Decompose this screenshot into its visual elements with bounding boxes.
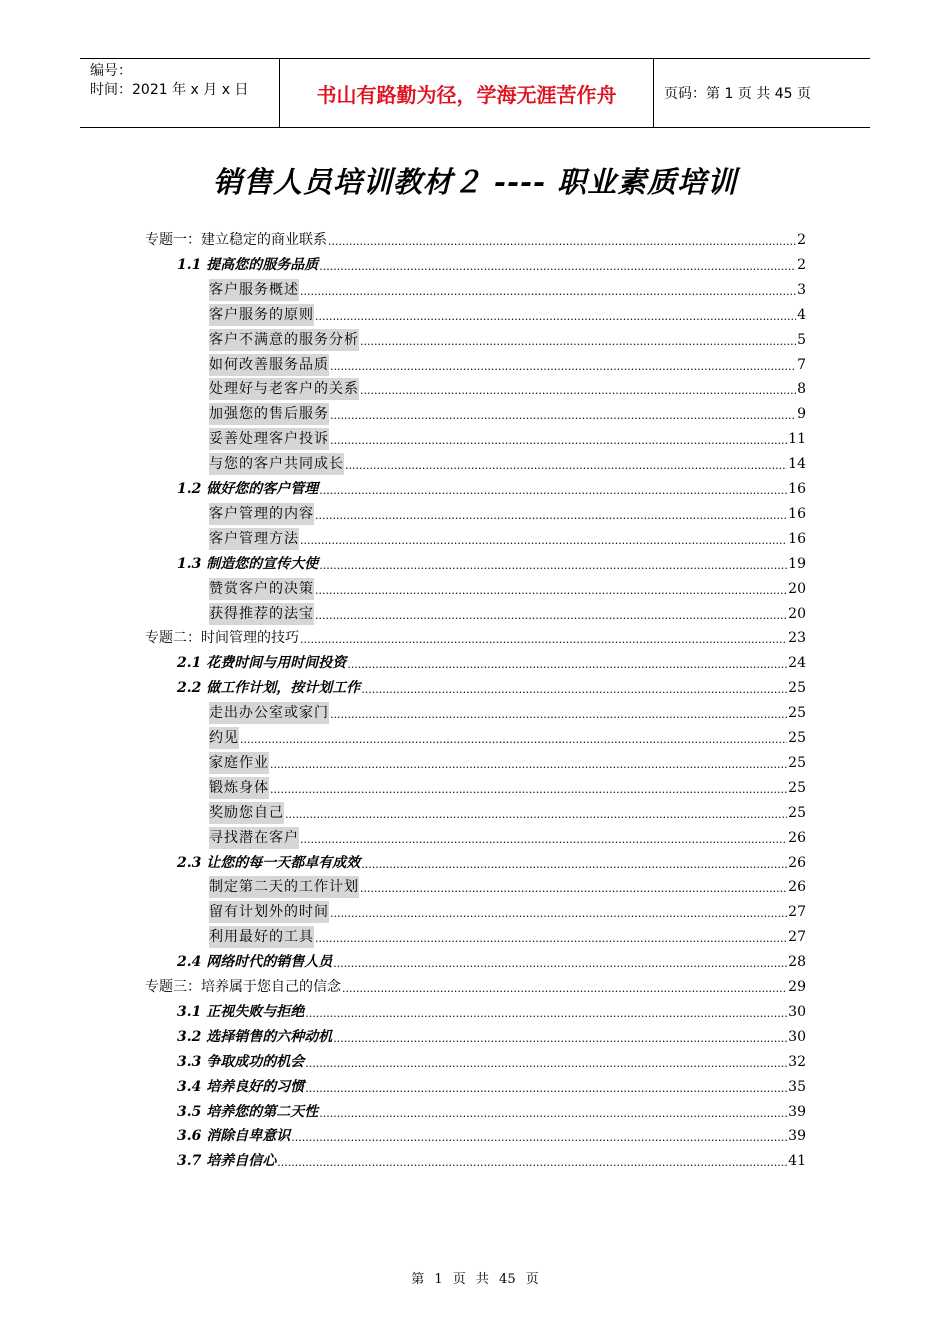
toc-entry-label: 奖励您自己 xyxy=(209,802,284,824)
toc-entry-page: 25 xyxy=(788,754,806,771)
toc-entry-label: 3.5 培养您的第二天性 xyxy=(177,1103,319,1120)
toc-leader-dots xyxy=(361,681,787,699)
toc-entry-label: 家庭作业 xyxy=(209,752,269,774)
toc-leader-dots xyxy=(300,283,796,301)
toc-leader-dots xyxy=(360,382,796,400)
toc-entry-page: 27 xyxy=(788,929,806,946)
toc-entry-page: 25 xyxy=(788,779,806,796)
toc-entry-page: 20 xyxy=(788,580,806,597)
toc-entry-label: 寻找潜在客户 xyxy=(209,827,299,849)
toc-entry-page: 20 xyxy=(788,605,806,622)
toc-entry-page: 26 xyxy=(788,829,806,846)
toc-leader-dots xyxy=(285,806,787,824)
toc-entry[interactable] xyxy=(209,802,806,824)
toc-entry[interactable] xyxy=(209,428,806,450)
toc-entry-label: 制定第二天的工作计划 xyxy=(209,876,359,898)
toc-entry-page: 35 xyxy=(788,1078,806,1095)
toc-leader-dots xyxy=(270,781,787,799)
toc-entry-label: 3.1 正视失败与拒绝 xyxy=(177,1003,305,1020)
toc-leader-dots xyxy=(305,1080,787,1098)
toc-entry-page: 32 xyxy=(788,1053,806,1070)
toc-entry-page: 11 xyxy=(788,431,806,448)
toc-entry-label: 客户管理的内容 xyxy=(209,503,314,525)
toc-entry[interactable] xyxy=(177,677,806,699)
toc-entry-page: 28 xyxy=(788,954,806,971)
toc-entry-label: 妥善处理客户投诉 xyxy=(209,428,329,450)
toc-entry[interactable] xyxy=(209,876,806,898)
toc-entry-label: 利用最好的工具 xyxy=(209,926,314,948)
header-meta xyxy=(80,59,280,127)
toc-entry[interactable] xyxy=(177,1150,806,1172)
toc-entry-page: 39 xyxy=(788,1103,806,1120)
toc-entry[interactable] xyxy=(209,702,806,724)
toc-entry[interactable] xyxy=(145,976,806,998)
toc-entry[interactable] xyxy=(177,254,806,276)
toc-entry-page: 2 xyxy=(797,256,806,273)
toc-entry-label: 3.6 消除自卑意识 xyxy=(177,1128,291,1145)
toc-entry-page: 3 xyxy=(797,281,806,298)
toc-leader-dots xyxy=(315,930,787,948)
toc-entry-label: 锻炼身体 xyxy=(209,777,269,799)
toc-entry[interactable] xyxy=(209,752,806,774)
toc-leader-dots xyxy=(330,432,787,450)
toc-leader-dots xyxy=(360,333,796,351)
document-title: 销售人员培训教材２ ---- 职业素质培训 xyxy=(212,165,738,199)
toc-entry-page: 2 xyxy=(797,232,806,248)
toc-leader-dots xyxy=(305,1055,787,1073)
toc-leader-dots xyxy=(315,507,787,525)
toc-entry-page: 9 xyxy=(797,406,806,423)
toc-entry[interactable] xyxy=(177,1026,806,1048)
toc-entry[interactable] xyxy=(209,378,806,400)
toc-entry-label: 2.1 花费时间与用时间投资 xyxy=(177,655,347,672)
toc-leader-dots xyxy=(330,358,796,376)
toc-entry-page: 5 xyxy=(797,331,806,348)
toc-entry-label: 3.2 选择销售的六种动机 xyxy=(177,1028,333,1045)
toc-entry[interactable] xyxy=(209,453,806,475)
toc-entry[interactable] xyxy=(177,1101,806,1123)
toc-entry-page: 25 xyxy=(788,804,806,821)
header-page-info: 页码：第 1 页 共 45 页 xyxy=(664,86,811,102)
toc-leader-dots xyxy=(277,1154,787,1172)
toc-entry[interactable] xyxy=(177,1125,806,1147)
toc-leader-dots xyxy=(360,880,787,898)
toc-entry[interactable] xyxy=(209,503,806,525)
toc-entry-label: 走出办公室或家门 xyxy=(209,702,329,724)
toc-leader-dots xyxy=(333,1030,787,1048)
toc-leader-dots xyxy=(315,308,796,326)
toc-entry[interactable] xyxy=(177,1051,806,1073)
toc-entry[interactable] xyxy=(177,951,806,973)
page-header xyxy=(80,58,870,128)
toc-entry-label: 3.7 培养自信心 xyxy=(177,1153,277,1170)
toc-leader-dots xyxy=(330,407,796,425)
toc-entry-label: 3.4 培养良好的习惯 xyxy=(177,1078,305,1095)
toc-leader-dots xyxy=(305,1005,787,1023)
toc-entry-page: 25 xyxy=(788,705,806,722)
toc-entry-label: 客户服务的原则 xyxy=(209,304,314,326)
date-label: 时间：2021 年 x 月 x 日 xyxy=(90,82,249,98)
toc-leader-dots xyxy=(319,557,787,575)
toc-entry[interactable] xyxy=(145,229,806,251)
toc-leader-dots xyxy=(333,955,787,973)
toc-entry[interactable] xyxy=(177,852,806,874)
toc-leader-dots xyxy=(300,631,787,649)
toc-entry[interactable] xyxy=(209,827,806,849)
toc-entry[interactable] xyxy=(209,578,806,600)
toc-entry[interactable] xyxy=(177,1001,806,1023)
toc-leader-dots xyxy=(342,980,787,998)
toc-entry-page: 39 xyxy=(788,1128,806,1145)
toc-entry[interactable] xyxy=(209,727,806,749)
toc-entry[interactable] xyxy=(209,354,806,376)
toc-entry-label: 加强您的售后服务 xyxy=(209,403,329,425)
toc-entry[interactable] xyxy=(209,403,806,425)
toc-entry-label: 专题一：建立稳定的商业联系 xyxy=(145,232,327,248)
toc-leader-dots xyxy=(361,856,787,874)
toc-entry-label: 客户不满意的服务分析 xyxy=(209,329,359,351)
toc-leader-dots xyxy=(345,457,787,475)
toc-entry-page: 29 xyxy=(788,979,806,995)
toc-leader-dots xyxy=(300,532,787,550)
toc-leader-dots xyxy=(319,1105,787,1123)
toc-leader-dots xyxy=(291,1129,787,1147)
toc-entry-page: 30 xyxy=(788,1028,806,1045)
toc-entry-page: 16 xyxy=(788,505,806,522)
toc-entry-page: 26 xyxy=(788,879,806,896)
toc-entry[interactable] xyxy=(209,304,806,326)
toc-leader-dots xyxy=(315,607,787,625)
toc-leader-dots xyxy=(319,258,796,276)
toc-leader-dots xyxy=(270,756,787,774)
toc-entry-label: 处理好与老客户的关系 xyxy=(209,378,359,400)
toc-leader-dots xyxy=(347,656,787,674)
toc-entry-label: 赞赏客户的决策 xyxy=(209,578,314,600)
toc-leader-dots xyxy=(315,582,787,600)
toc-entry-page: 30 xyxy=(788,1003,806,1020)
toc-entry-label: 2.3 让您的每一天都卓有成效 xyxy=(177,854,361,871)
code-label: 编号： xyxy=(90,63,132,79)
toc-entry-page: 25 xyxy=(788,730,806,746)
toc-entry-page: 23 xyxy=(788,630,806,647)
toc-entry[interactable] xyxy=(177,1076,806,1098)
toc-leader-dots xyxy=(330,706,787,724)
toc-entry-label: 与您的客户共同成长 xyxy=(209,453,344,475)
toc-entry-page: 16 xyxy=(788,481,806,497)
header-motto: 书山有路勤为径，学海无涯苦作舟 xyxy=(280,59,654,127)
toc-leader-dots xyxy=(330,905,787,923)
toc-entry-label: 专题二：时间管理的技巧 xyxy=(145,630,299,647)
toc-entry[interactable] xyxy=(209,329,806,351)
toc-entry-page: 16 xyxy=(788,530,806,547)
toc-entry-label: 获得推荐的法宝 xyxy=(209,603,314,625)
toc-entry-page: 24 xyxy=(788,655,806,672)
toc-entry[interactable] xyxy=(209,528,806,550)
toc-leader-dots xyxy=(300,831,787,849)
toc-entry[interactable] xyxy=(209,279,806,301)
toc-entry[interactable] xyxy=(177,478,806,500)
toc-entry[interactable] xyxy=(209,926,806,948)
toc-entry-page: 19 xyxy=(788,555,806,572)
toc-entry[interactable] xyxy=(177,652,806,674)
toc-entry-label: 约见 xyxy=(209,727,239,749)
toc-entry-page: 4 xyxy=(797,306,806,323)
toc-entry[interactable] xyxy=(209,901,806,923)
toc-leader-dots xyxy=(328,233,796,251)
toc-entry-page: 25 xyxy=(788,680,806,697)
toc-entry-label: 1.3 制造您的宣传大使 xyxy=(177,555,319,572)
toc-entry-page: 7 xyxy=(797,356,806,373)
toc-entry-label: 2.2 做工作计划，按计划工作 xyxy=(177,680,361,697)
toc-entry-label: 1.1 提高您的服务品质 xyxy=(177,256,319,273)
toc-entry-label: 2.4 网络时代的销售人员 xyxy=(177,954,333,971)
toc-entry-page: 27 xyxy=(788,904,806,921)
toc-entry-page: 26 xyxy=(788,854,806,871)
toc-entry-page: 41 xyxy=(788,1153,806,1170)
toc-entry[interactable] xyxy=(177,553,806,575)
toc-entry-page: 8 xyxy=(797,381,806,398)
page-footer: 第 1 页 共 45 页 xyxy=(411,1272,539,1287)
toc-entry-label: 专题三：培养属于您自己的信念 xyxy=(145,979,341,995)
toc-leader-dots xyxy=(319,482,787,500)
toc-entry-label: 1.2 做好您的客户管理 xyxy=(177,481,319,497)
toc-entry-label: 3.3 争取成功的机会 xyxy=(177,1053,305,1070)
toc-entry-label: 客户服务概述 xyxy=(209,279,299,301)
toc-leader-dots xyxy=(240,731,787,749)
toc-entry[interactable] xyxy=(209,777,806,799)
toc-entry-label: 客户管理方法 xyxy=(209,528,299,550)
toc-entry-page: 14 xyxy=(788,456,806,473)
toc-entry-label: 如何改善服务品质 xyxy=(209,354,329,376)
toc-entry-label: 留有计划外的时间 xyxy=(209,901,329,923)
toc-entry[interactable] xyxy=(209,603,806,625)
toc-entry[interactable] xyxy=(145,627,806,649)
